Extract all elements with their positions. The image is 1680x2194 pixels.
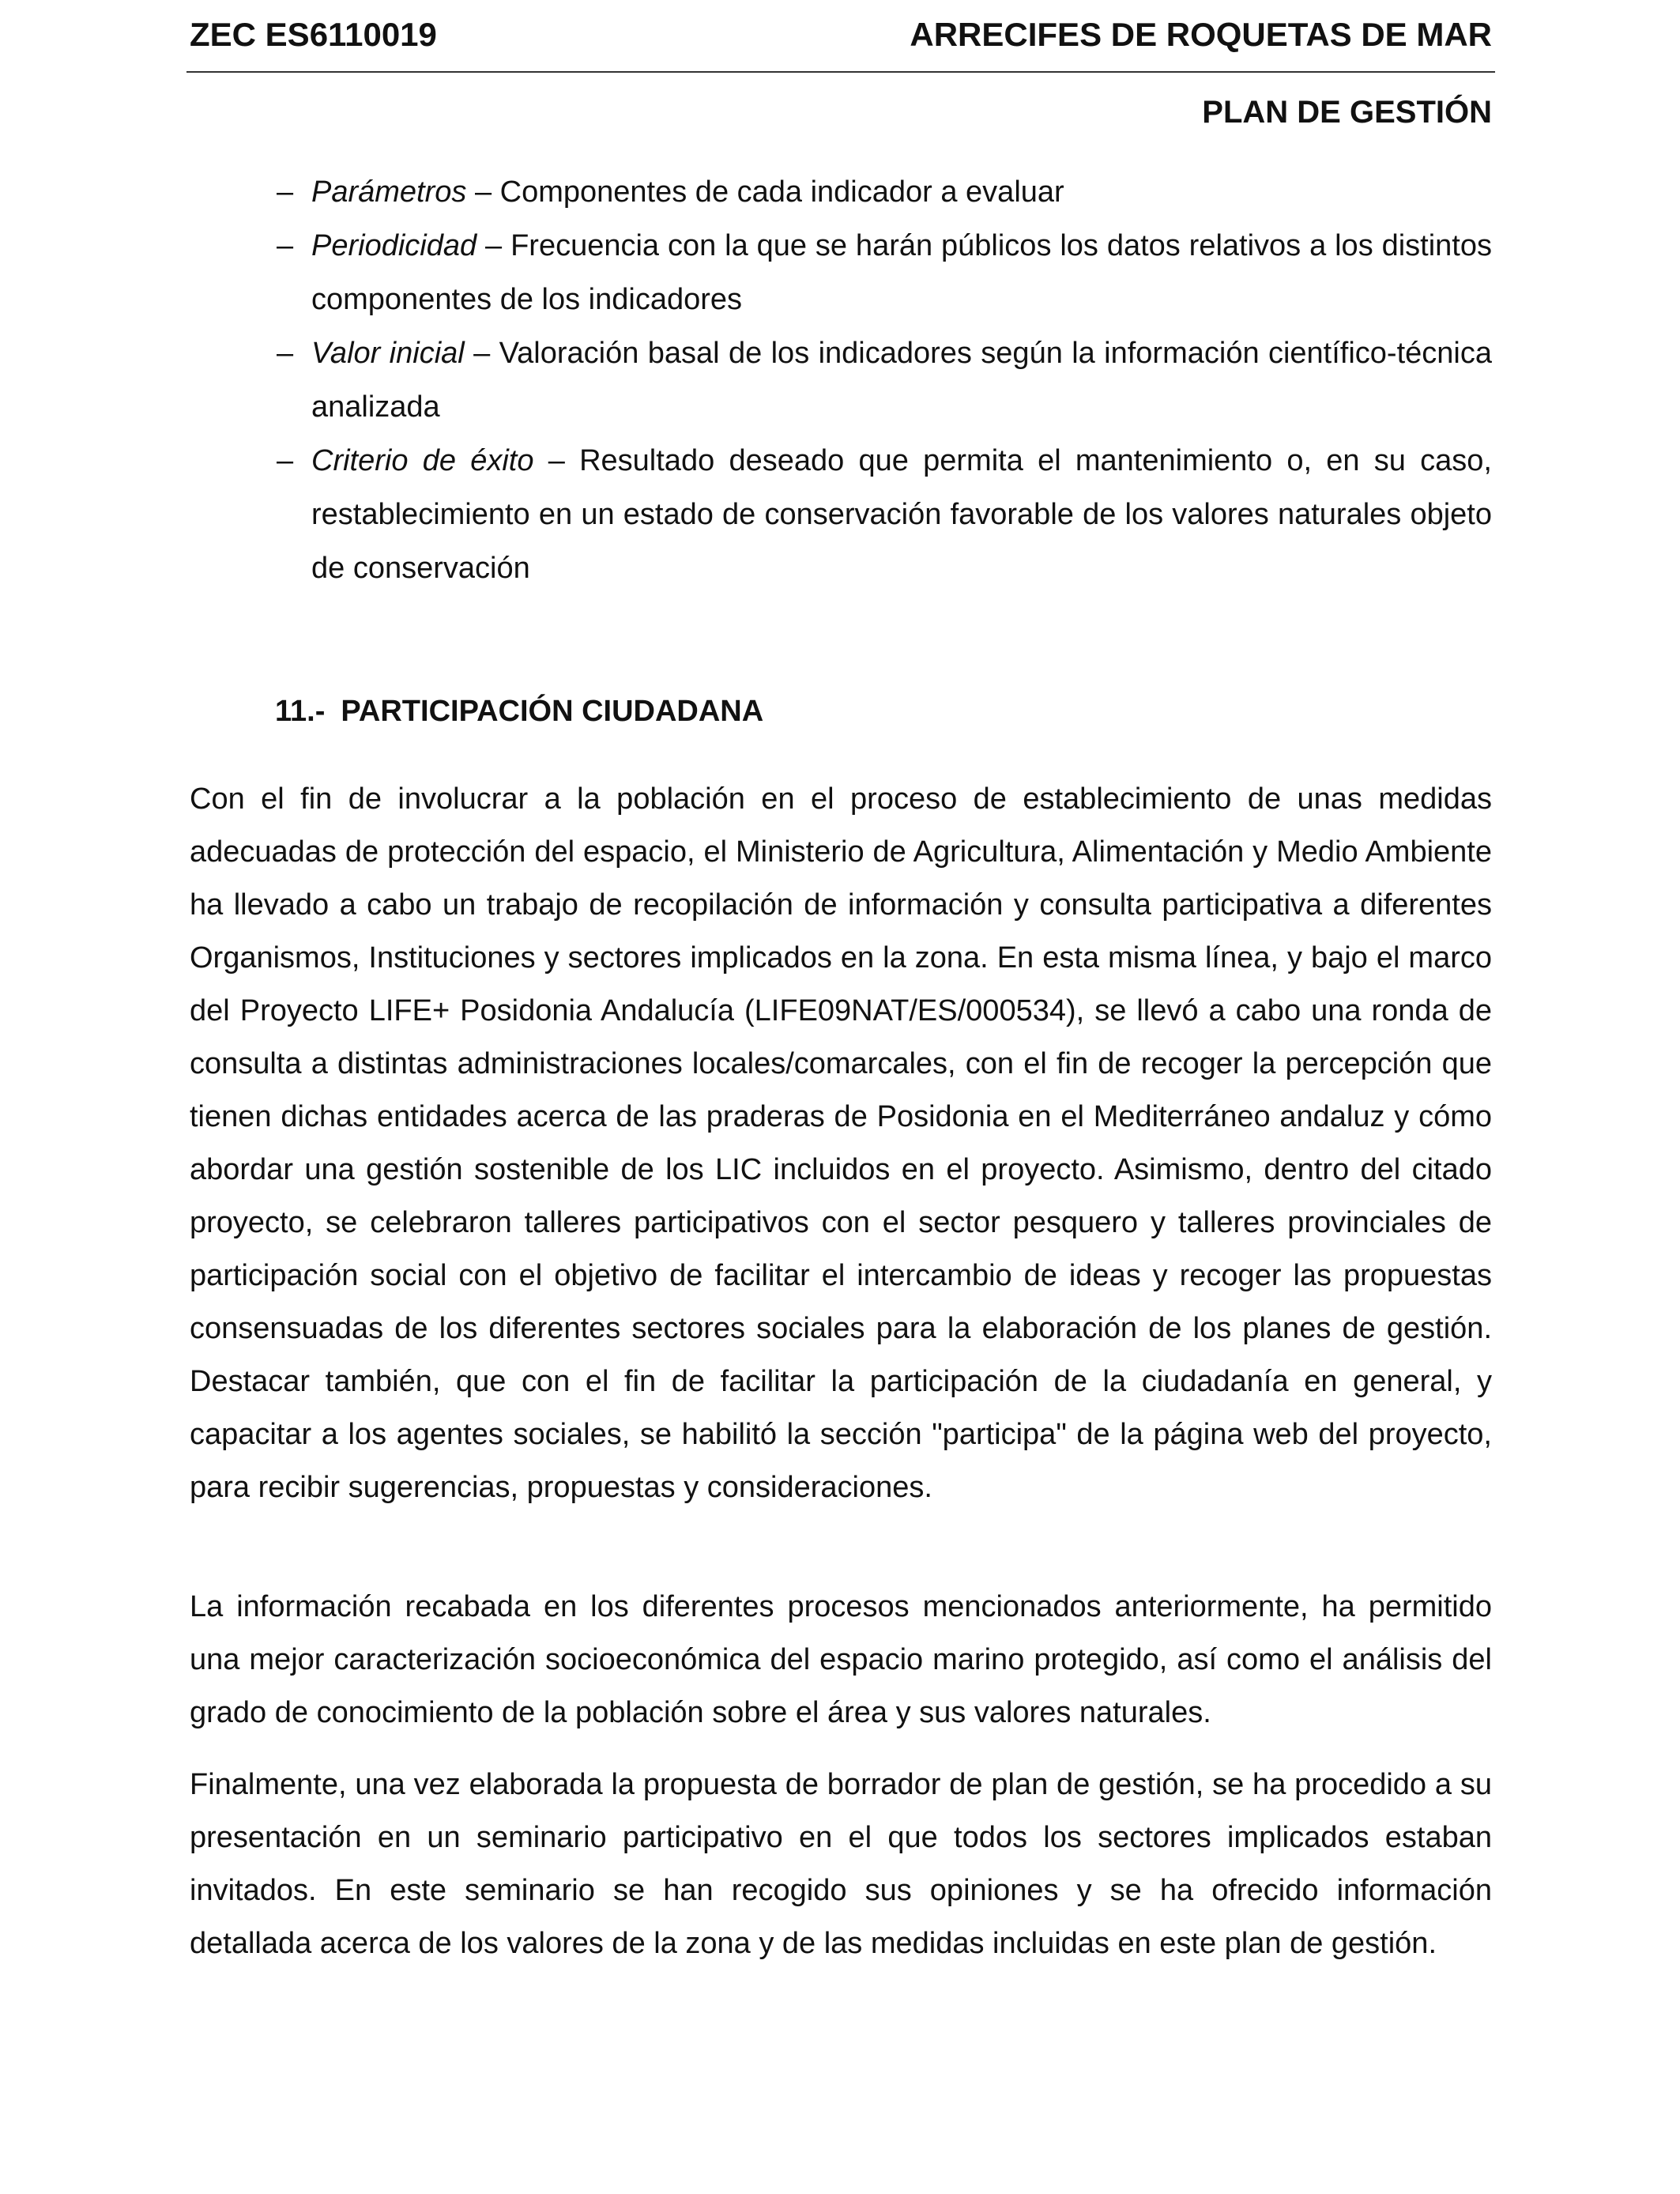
- list-separator: –: [533, 444, 580, 477]
- document-title: PLAN DE GESTIÓN: [1202, 95, 1492, 130]
- page-header: [190, 11, 1492, 58]
- section-number: 11.-: [275, 695, 326, 728]
- list-term: Periodicidad: [311, 229, 477, 262]
- list-term: Parámetros: [311, 175, 467, 209]
- list-separator: –: [477, 229, 511, 262]
- list-description: Componentes de cada indicador a evaluar: [499, 175, 1064, 209]
- list-item: [277, 434, 1492, 595]
- list-separator: –: [466, 175, 500, 209]
- header-divider: [186, 71, 1495, 73]
- dash-bullet: –: [277, 229, 294, 262]
- site-code: ZEC ES6110019: [190, 16, 437, 53]
- list-description: Resultado deseado que permita el mantenimiento o, en su caso, restablecimiento en un estado de conservación favorable de los valores naturales objeto de conservación: [311, 444, 1492, 585]
- dash-bullet: –: [277, 337, 294, 370]
- body-paragraph: La información recabada en los diferentes procesos mencionados anteriormente, ha permitido una mejor caracterización socioeconómica del espacio marino protegido, así como el análisis del grado de conocimiento de la población sobre el área y sus valores naturales.: [190, 1590, 1492, 1729]
- body-paragraph: Con el fin de involucrar a la población en el proceso de establecimiento de unas medidas adecuadas de protección del espacio, el Ministerio de Agricultura, Alimentación y Medio Ambiente ha llevado a cabo un trabajo de recopilación de información y consulta participativa a diferentes Organismos, Instituciones y sectores implicados en la zona. En esta misma línea, y bajo el marco del Proyecto LIFE+ Posidonia Andalucía (LIFE09NAT/ES/000534), se llevó a cabo una ronda de consulta a distintas administraciones locales/comarcales, con el fin de recoger la percepción que tienen dichas entidades acerca de las praderas de Posidonia en el Mediterráneo andaluz y cómo abordar una gestión sostenible de los LIC incluidos en el proyecto. Asimismo, dentro del citado proyecto, se celebraron talleres participativos con el sector pesquero y talleres provinciales de participación social con el objetivo de facilitar el intercambio de ideas y recoger las propuestas consensuadas de los diferentes sectores sociales para la elaboración de los planes de gestión. Destacar también, que con el fin de facilitar la participación de la ciudadanía en general, y capacitar a los agentes sociales, se habilitó la sección "participa" de la página web del proyecto, para recibir sugerencias, propuestas y consideraciones.: [190, 782, 1492, 1504]
- list-description: Frecuencia con la que se harán públicos los datos relativos a los distintos componentes de los indicadores: [311, 229, 1492, 316]
- indicator-definition-list: [277, 165, 1492, 595]
- list-separator: –: [464, 337, 499, 370]
- section-title: PARTICIPACIÓN CIUDADANA: [341, 695, 764, 728]
- list-term: Criterio de éxito: [311, 444, 534, 477]
- list-description: Valoración basal de los indicadores según la información científico-técnica analizada: [311, 337, 1492, 424]
- list-item: [277, 219, 1492, 326]
- list-term: Valor inicial: [311, 337, 465, 370]
- site-name: ARRECIFES DE ROQUETAS DE MAR: [910, 16, 1492, 53]
- body-paragraph: Finalmente, una vez elaborada la propuesta de borrador de plan de gestión, se ha procedido a su presentación en un seminario participativo en el que todos los sectores implicados estaban invitados. En este seminario se han recogido sus opiniones y se ha ofrecido información detallada acerca de los valores de la zona y de las medidas incluidas en este plan de gestión.: [190, 1768, 1492, 1960]
- section-heading: [275, 684, 763, 738]
- dash-bullet: –: [277, 444, 294, 477]
- list-item: [277, 165, 1492, 219]
- dash-bullet: –: [277, 175, 294, 209]
- list-item: [277, 326, 1492, 434]
